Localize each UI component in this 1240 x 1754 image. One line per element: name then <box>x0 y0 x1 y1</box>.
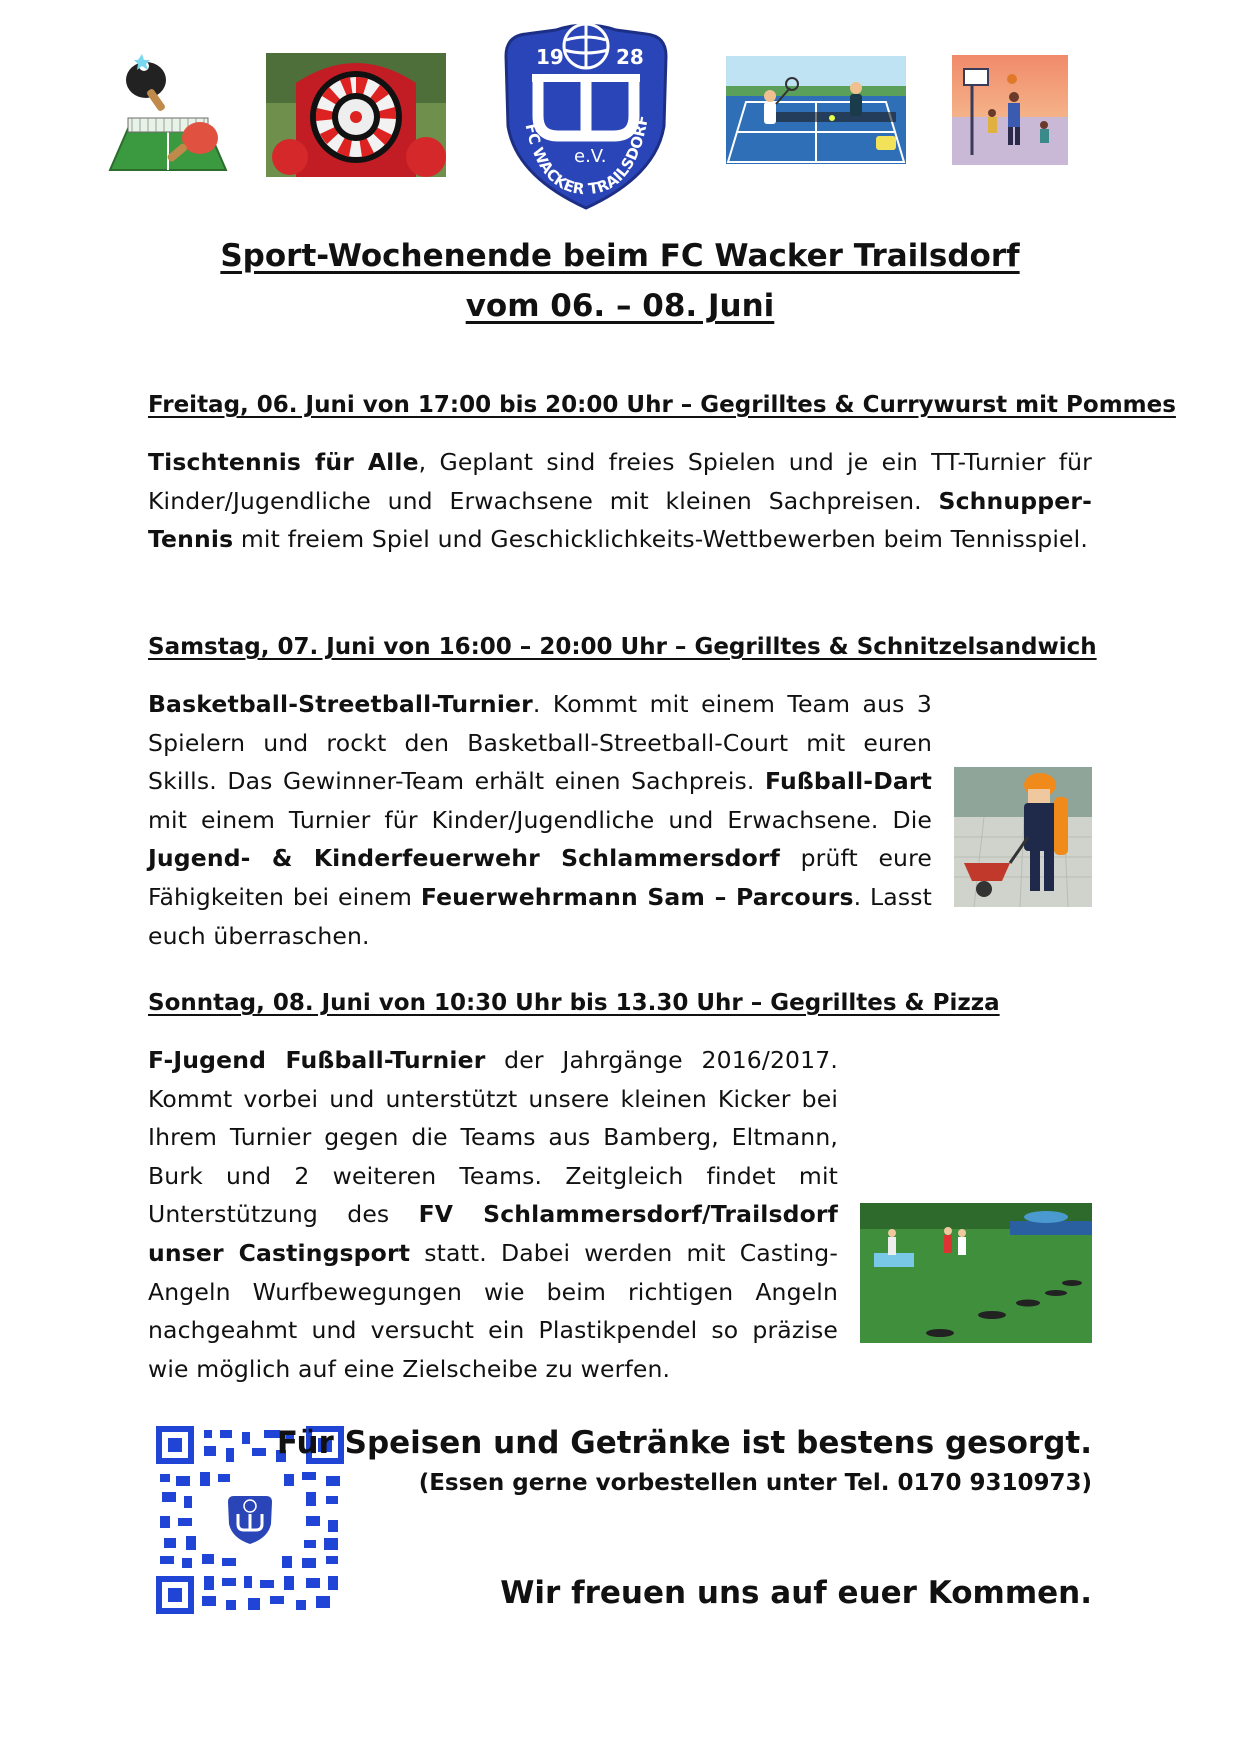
tennis-illustration <box>726 56 906 164</box>
basketball-illustration <box>952 55 1068 165</box>
friday-text: Tischtennis für Alle, Geplant sind freies Spielen und je ein TT-Turnier für Kinder/Jugendliche und Erwachsene mit kleinen Sachpreisen. Schnupper-Tennis mit freiem Spiel und Geschicklichkeits-Wettbewerben beim Tennisspiel. <box>148 448 1092 554</box>
sunday-text: F-Jugend Fußball-Turnier der Jahrgänge 2016/2017. Kommt vorbei und unterstützt unsere kleinen Kicker bei Ihrem Turnier gegen die Teams aus Bamberg, Eltmann, Burk und 2 weiteren Teams. Zeitgleich findet mit Unterstützung des FV Schlammersdorf/Trailsdorf unser Castingsport statt. Dabei werden mit Casting-Angeln Wurfbewegungen wie beim richtigen Angeln nachgeahmt und versucht ein Plastikpendel so präzise wie möglich auf eine Zielscheibe zu werfen. <box>148 1041 1092 1388</box>
logo-suffix: e.V. <box>574 146 607 167</box>
table-tennis-icon <box>108 52 228 174</box>
page-title: Sport-Wochenende beim FC Wacker Trailsdorf <box>220 238 1020 274</box>
sunday-heading: Sonntag, 08. Juni von 10:30 Uhr bis 13.30 Uhr – Gegrilltes & Pizza <box>148 990 1000 1016</box>
club-logo <box>496 16 676 212</box>
preorder-note: (Essen gerne vorbestellen unter Tel. 0170 9310973) <box>418 1470 1092 1496</box>
firefighter-child-photo <box>954 767 1092 907</box>
saturday-heading: Samstag, 07. Juni von 16:00 – 20:00 Uhr – Gegrilltes & Schnitzelsandwich <box>148 634 1097 660</box>
casting-sport-photo <box>860 1203 1092 1343</box>
friday-heading: Freitag, 06. Juni von 17:00 bis 20:00 Uhr – Gegrilltes & Currywurst mit Pommes <box>148 392 1176 418</box>
logo-year-right: 28 <box>616 45 644 69</box>
food-note: Für Speisen und Getränke ist bestens gesorgt. <box>276 1425 1092 1461</box>
logo-year-left: 19 <box>536 45 564 69</box>
closing-note: Wir freuen uns auf euer Kommen. <box>500 1575 1092 1611</box>
saturday-text: Basketball-Streetball-Turnier. Kommt mit einem Team aus 3 Spielern und rockt den Basketball-Streetball-Court mit euren Skills. Das Gewinner-Team erhält einen Sachpreis. Fußball-Dart mit einem Turnier für Kinder/Jugendliche und Erwachsene. Die Jugend- & Kinderfeuerwehr Schlammersdorf prüft eure Fähigkeiten bei einem Feuerwehrmann Sam – Parcours. Lasst euch überraschen. <box>148 685 1092 955</box>
page-subtitle: vom 06. – 08. Juni <box>465 288 775 324</box>
logo-arc-text: FC WACKER TRAILSDORF <box>521 113 652 199</box>
football-dart-photo <box>266 53 446 177</box>
